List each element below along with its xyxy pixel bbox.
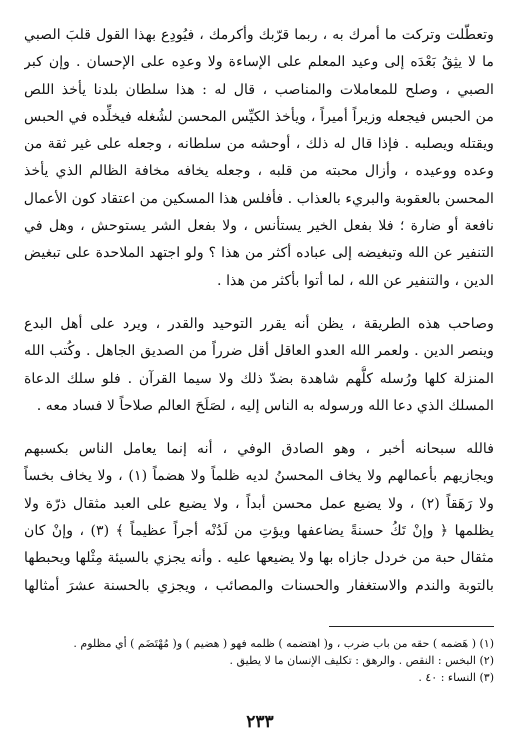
footnote: (٣) النساء : ٤٠ .	[418, 670, 494, 684]
page-number: ٢٣٣	[246, 712, 274, 732]
text-line: وتعطّلت وتركت ما أمرك به ، ربما قرّبك وأكرمك ، فيُودِع بهذا القول قلبَ الصبي	[24, 27, 494, 43]
text-line: نافعة أو ضارة ؛ فلا بفعل الخير يستأنس ، ولا بفعل الشر يستوحش ، وهل في	[24, 218, 494, 235]
text-line: المحسن بالعقوبة والبريء بالعذاب . فأفلس هذا المسكين من اعتقاد كون الأعمال	[24, 190, 494, 207]
text-line: وينصر الدين . ولعمر الله العدو العاقل أقل ضرراً من الصديق الجاهل . وكُتب الله	[24, 343, 494, 360]
paragraph-2	[24, 311, 494, 420]
text-line: من الحبس فيجعله وزيراً أميراً ، ويأخذ الكيِّس المحسن لشُغله فيخلِّده في الحبس	[24, 108, 494, 125]
text-line: الصبي ، وصلح للمعاملات والمناصب ، قال له : هذا سلطان بلدنا يأخذ اللص	[24, 81, 494, 98]
text-line: وعده ووعيده ، وأزال محبته من قلبه ، وجعله يخافه مخافة الظالم الذي يأخذ	[24, 163, 494, 180]
paragraph-gap	[24, 420, 494, 436]
footnote-separator	[329, 626, 494, 627]
text-line: الدين ، والتنفير عن الله ، لما أتوا بأكثر من هذا .	[217, 272, 494, 289]
text-line: بالتوبة والندم والاستغفار والحسنات والمصائب ، ويجزي بالحسنة عشرَ أمثالها	[24, 577, 494, 594]
text-line: يظلمها ﴿ وإنْ تَكُ حسنةً يضاعفها ويؤتِ من لَدُنْه أجراً عظيماً ﴾ (٣) ، وإنْ كان	[24, 523, 494, 540]
footnote: (٢) البخس : النقص . والرهق : تكليف الإنسان ما لا يطيق .	[229, 653, 494, 667]
paragraph-gap	[24, 295, 494, 311]
text-line: فالله سبحانه أخبر ، وهو الصادق الوفي ، أنه إنما يعامل الناس بكسبهم	[24, 441, 494, 458]
body-text	[24, 22, 494, 686]
text-line: ما لا يثِقُ بَعْدَه إلى وعيد المعلم على الإساءة ولا وعدِه على الإحسان . وإن كبر	[24, 54, 494, 71]
text-line: مثقال حبة من خردل جازاه بها ولا يضيعها عليه . وأنه يجزي بالسيئة مِثْلها ويحبطها	[24, 550, 494, 567]
text-line: ويقتله ويصلبه . فإذا قال له ذلك ، أوحشه من سلطانه ، وجعله على غير ثقة من	[24, 136, 494, 153]
paragraph-1	[24, 22, 494, 295]
text-line: المسلك الذي دعا الله ورسوله به الناس إليه ، لصَلَحَ العالم صلاحاً لا فساد معه .	[36, 397, 494, 414]
text-line: ولا رَهَقاً (٢) ، ولا يضيع عمل محسن أبداً ، ولا يضيع على العبد مثقال ذرّة ولا	[24, 495, 494, 512]
text-line: وصاحب هذه الطريقة ، يظن أنه يقرر التوحيد والقدر ، ويرد على أهل البدع	[24, 315, 494, 332]
footnote: (١) ( هَضمه ) حقه من باب ضرب ، و( اهتضمه ) ظلمه فهو ( هضيم ) و( مُهْتَضَم ) أي مظلوم .	[73, 636, 494, 650]
paragraph-3	[24, 436, 494, 600]
text-line: التنفير عن الله وتبغيضه إلى عباده أكثر من هذا ؟ ولو اجتهد الملاحدة على تبغيض	[24, 245, 494, 262]
text-line: المنزلة كلها ورُسله كلُّهم شاهدة بضدّ ذلك ولا سيما القرآن . فلو سلك الدعاة	[24, 370, 494, 387]
text-line: ويجازيهم بأعمالهم ولا يخاف المحسنُ لديه ظلماً ولا هضماً (١) ، ولا يخاف بخساً	[24, 468, 494, 485]
footnotes	[24, 635, 494, 686]
